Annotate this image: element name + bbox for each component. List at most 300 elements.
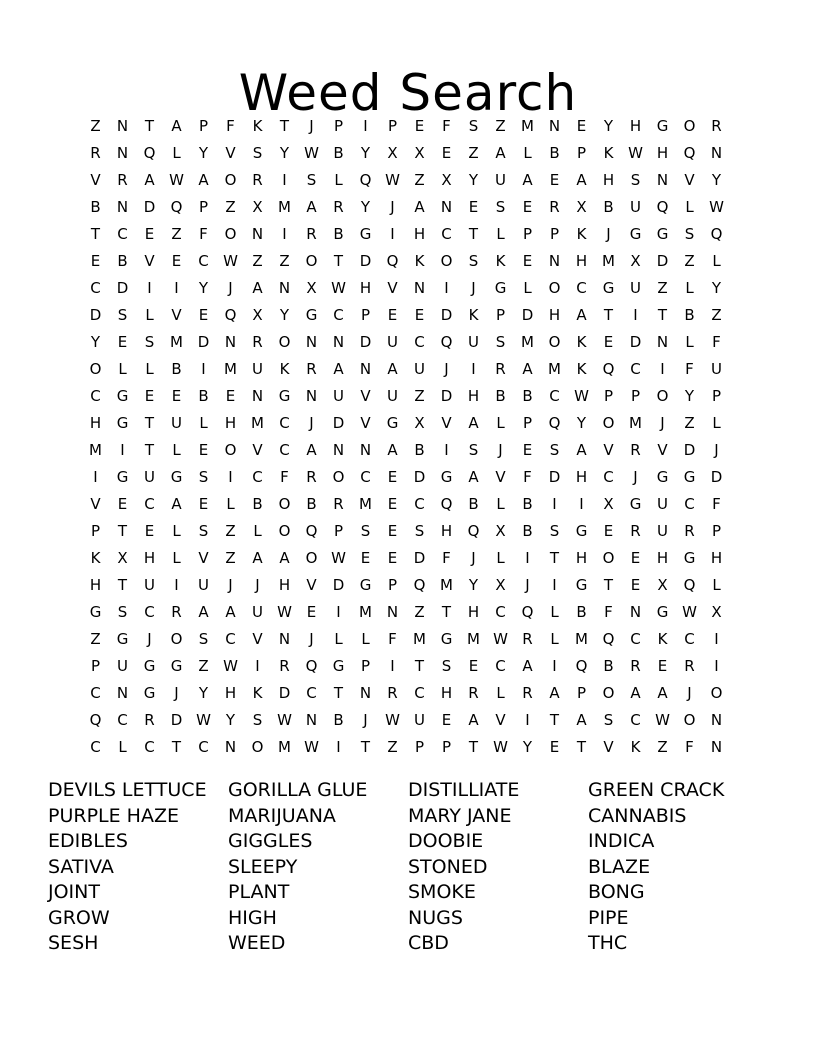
- grid-letter: X: [657, 575, 668, 594]
- grid-letter: X: [414, 143, 425, 162]
- grid-letter: G: [656, 467, 669, 486]
- grid-letter: D: [656, 251, 669, 270]
- grid-letter: G: [494, 278, 507, 297]
- grid-letter: A: [576, 710, 587, 729]
- grid-letter: I: [174, 278, 179, 297]
- grid-letter: D: [359, 332, 372, 351]
- grid-letter: E: [387, 548, 398, 567]
- word-list-item: CANNABIS: [588, 804, 687, 827]
- grid-letter: G: [116, 386, 129, 405]
- grid-letter: L: [172, 440, 181, 459]
- grid-letter: C: [144, 602, 155, 621]
- grid-letter: W: [223, 251, 238, 270]
- grid-letter: D: [197, 332, 210, 351]
- grid-letter: N: [656, 170, 669, 189]
- grid-letter: V: [90, 494, 101, 513]
- grid-letter: U: [387, 332, 398, 351]
- grid-letter: S: [198, 467, 209, 486]
- grid-letter: L: [685, 332, 694, 351]
- grid-letter: I: [714, 656, 719, 675]
- grid-letter: L: [712, 413, 721, 432]
- grid-letter: B: [549, 143, 560, 162]
- grid-letter: B: [333, 710, 344, 729]
- grid-letter: W: [331, 278, 346, 297]
- grid-letter: Q: [143, 143, 156, 162]
- grid-letter: U: [657, 521, 668, 540]
- grid-letter: Z: [657, 737, 668, 756]
- grid-letter: N: [116, 143, 129, 162]
- grid-letter: C: [144, 494, 155, 513]
- grid-letter: Z: [90, 116, 101, 135]
- grid-letter: Q: [386, 251, 399, 270]
- grid-letter: N: [359, 440, 372, 459]
- grid-letter: C: [360, 467, 371, 486]
- grid-letter: A: [306, 197, 317, 216]
- grid-letter: D: [170, 710, 183, 729]
- grid-letter: Y: [468, 575, 479, 594]
- grid-letter: J: [390, 197, 395, 216]
- grid-letter: V: [495, 467, 506, 486]
- grid-letter: R: [144, 710, 155, 729]
- grid-letter: G: [359, 224, 372, 243]
- grid-letter: K: [576, 224, 587, 243]
- grid-letter: E: [549, 737, 560, 756]
- grid-letter: Y: [198, 683, 209, 702]
- grid-letter: A: [576, 440, 587, 459]
- grid-letter: L: [685, 278, 694, 297]
- grid-letter: A: [630, 683, 641, 702]
- grid-letter: L: [118, 737, 127, 756]
- grid-letter: V: [252, 629, 263, 648]
- grid-letter: A: [225, 602, 236, 621]
- word-list-item: SLEEPY: [228, 855, 298, 878]
- grid-letter: M: [170, 332, 183, 351]
- grid-letter: X: [603, 494, 614, 513]
- grid-letter: T: [549, 548, 560, 567]
- grid-letter: S: [117, 305, 128, 324]
- grid-letter: J: [471, 278, 476, 297]
- grid-letter: N: [710, 737, 723, 756]
- grid-letter: D: [413, 467, 426, 486]
- grid-letter: Z: [225, 521, 236, 540]
- grid-letter: G: [656, 224, 669, 243]
- grid-letter: E: [144, 224, 155, 243]
- grid-letter: Y: [225, 710, 236, 729]
- grid-letter: F: [280, 467, 289, 486]
- grid-letter: S: [549, 521, 560, 540]
- grid-letter: D: [332, 575, 345, 594]
- grid-letter: E: [630, 575, 641, 594]
- grid-letter: I: [390, 224, 395, 243]
- grid-letter: G: [440, 467, 453, 486]
- grid-letter: D: [143, 197, 156, 216]
- grid-letter: X: [306, 278, 317, 297]
- grid-letter: Q: [467, 521, 480, 540]
- grid-letter: E: [522, 440, 533, 459]
- grid-letter: H: [575, 548, 588, 567]
- grid-letter: L: [334, 170, 343, 189]
- grid-letter: X: [387, 143, 398, 162]
- grid-letter: D: [710, 467, 723, 486]
- grid-letter: H: [467, 386, 480, 405]
- grid-letter: J: [444, 359, 449, 378]
- grid-letter: P: [549, 224, 560, 243]
- grid-letter: H: [710, 548, 723, 567]
- grid-letter: X: [630, 251, 641, 270]
- grid-letter: E: [387, 494, 398, 513]
- grid-letter: I: [444, 278, 449, 297]
- grid-letter: J: [471, 548, 476, 567]
- grid-letter: B: [603, 656, 614, 675]
- grid-letter: T: [144, 116, 155, 135]
- grid-letter: B: [522, 494, 533, 513]
- grid-letter: B: [684, 305, 695, 324]
- grid-letter: H: [656, 548, 669, 567]
- page-title: Weed Search: [238, 63, 578, 122]
- grid-letter: S: [117, 602, 128, 621]
- grid-letter: R: [711, 116, 722, 135]
- grid-letter: L: [523, 278, 532, 297]
- grid-letter: H: [143, 548, 156, 567]
- grid-letter: A: [252, 278, 263, 297]
- grid-letter: V: [198, 548, 209, 567]
- word-list: [48, 778, 768, 957]
- grid-letter: M: [224, 359, 237, 378]
- grid-letter: C: [279, 413, 290, 432]
- grid-letter: J: [714, 440, 719, 459]
- grid-letter: R: [684, 521, 695, 540]
- grid-letter: O: [305, 251, 318, 270]
- grid-letter: C: [414, 494, 425, 513]
- grid-letter: Q: [548, 413, 561, 432]
- grid-letter: S: [441, 656, 452, 675]
- grid-letter: T: [414, 656, 425, 675]
- grid-letter: Y: [603, 116, 614, 135]
- grid-letter: Y: [684, 386, 695, 405]
- grid-letter: P: [198, 116, 209, 135]
- grid-letter: J: [228, 575, 233, 594]
- word-list-item: GORILLA GLUE: [228, 779, 368, 801]
- grid-letter: C: [90, 737, 101, 756]
- grid-letter: I: [552, 656, 557, 675]
- grid-letter: W: [574, 386, 589, 405]
- grid-letter: Q: [305, 656, 318, 675]
- word-list-item: PLANT: [228, 881, 290, 903]
- grid-letter: E: [603, 332, 614, 351]
- letter-grid: [82, 112, 730, 760]
- grid-letter: S: [630, 170, 641, 189]
- grid-letter: G: [305, 305, 318, 324]
- grid-letter: C: [414, 683, 425, 702]
- grid-letter: I: [174, 575, 179, 594]
- grid-letter: J: [309, 629, 314, 648]
- grid-letter: W: [385, 710, 400, 729]
- grid-letter: X: [495, 575, 506, 594]
- grid-letter: A: [468, 710, 479, 729]
- grid-letter: A: [252, 548, 263, 567]
- word-list-item: GIGGLES: [228, 830, 313, 852]
- grid-letter: E: [90, 251, 101, 270]
- grid-letter: V: [360, 413, 371, 432]
- grid-letter: U: [144, 575, 155, 594]
- grid-letter: W: [655, 710, 670, 729]
- grid-letter: K: [279, 359, 290, 378]
- grid-letter: E: [144, 386, 155, 405]
- grid-letter: E: [549, 170, 560, 189]
- grid-letter: G: [332, 656, 345, 675]
- grid-letter: O: [224, 224, 237, 243]
- grid-letter: I: [282, 224, 287, 243]
- grid-letter: N: [305, 332, 318, 351]
- grid-letter: N: [116, 683, 129, 702]
- grid-letter: U: [414, 359, 425, 378]
- grid-letter: W: [304, 143, 319, 162]
- grid-letter: C: [441, 224, 452, 243]
- grid-letter: R: [495, 359, 506, 378]
- grid-letter: Z: [225, 197, 236, 216]
- grid-letter: C: [630, 710, 641, 729]
- grid-letter: Z: [711, 305, 722, 324]
- grid-letter: S: [414, 521, 425, 540]
- grid-letter: N: [656, 332, 669, 351]
- grid-letter: G: [656, 602, 669, 621]
- word-list-item: INDICA: [588, 830, 655, 852]
- word-list-item: EDIBLES: [48, 830, 128, 852]
- word-list-item: STONED: [408, 855, 488, 878]
- grid-letter: E: [198, 305, 209, 324]
- grid-letter: E: [441, 143, 452, 162]
- grid-letter: Z: [684, 251, 695, 270]
- grid-letter: N: [278, 629, 291, 648]
- grid-letter: L: [253, 521, 262, 540]
- word-list-item: THC: [588, 932, 628, 954]
- grid-letter: C: [576, 278, 587, 297]
- grid-letter: P: [333, 116, 344, 135]
- grid-letter: Y: [360, 197, 371, 216]
- grid-letter: G: [278, 386, 291, 405]
- grid-letter: O: [440, 251, 453, 270]
- grid-letter: U: [252, 359, 263, 378]
- grid-letter: B: [252, 494, 263, 513]
- grid-letter: K: [468, 305, 479, 324]
- grid-letter: C: [684, 494, 695, 513]
- grid-letter: Y: [576, 413, 587, 432]
- grid-letter: F: [523, 467, 532, 486]
- grid-letter: D: [359, 251, 372, 270]
- grid-letter: H: [656, 143, 669, 162]
- grid-letter: L: [712, 575, 721, 594]
- grid-letter: B: [522, 386, 533, 405]
- grid-letter: V: [252, 440, 263, 459]
- grid-letter: L: [145, 359, 154, 378]
- grid-letter: O: [683, 116, 696, 135]
- grid-letter: S: [198, 629, 209, 648]
- grid-letter: U: [198, 575, 209, 594]
- grid-letter: D: [116, 278, 129, 297]
- grid-letter: Q: [710, 224, 723, 243]
- grid-letter: F: [685, 359, 694, 378]
- grid-letter: N: [440, 197, 453, 216]
- grid-letter: E: [198, 440, 209, 459]
- grid-letter: K: [630, 737, 641, 756]
- grid-letter: O: [278, 521, 291, 540]
- grid-letter: S: [684, 224, 695, 243]
- grid-letter: D: [440, 386, 453, 405]
- grid-letter: I: [363, 116, 368, 135]
- grid-letter: M: [575, 629, 588, 648]
- grid-letter: N: [413, 278, 426, 297]
- grid-letter: P: [576, 143, 587, 162]
- grid-letter: N: [305, 386, 318, 405]
- grid-letter: L: [496, 548, 505, 567]
- grid-letter: Q: [413, 575, 426, 594]
- grid-letter: O: [89, 359, 102, 378]
- grid-letter: T: [333, 251, 344, 270]
- grid-letter: I: [336, 602, 341, 621]
- grid-letter: J: [228, 278, 233, 297]
- grid-letter: U: [468, 332, 479, 351]
- grid-letter: P: [360, 656, 371, 675]
- grid-letter: R: [306, 224, 317, 243]
- grid-letter: G: [575, 575, 588, 594]
- grid-letter: H: [575, 467, 588, 486]
- grid-letter: I: [228, 467, 233, 486]
- grid-letter: H: [224, 413, 237, 432]
- grid-letter: A: [198, 602, 209, 621]
- grid-letter: O: [332, 467, 345, 486]
- grid-letter: A: [576, 170, 587, 189]
- grid-letter: U: [657, 494, 668, 513]
- grid-letter: E: [630, 548, 641, 567]
- grid-letter: H: [359, 278, 372, 297]
- grid-letter: B: [306, 494, 317, 513]
- word-list-item: WEED: [228, 932, 286, 954]
- grid-letter: C: [495, 656, 506, 675]
- grid-letter: C: [225, 629, 236, 648]
- grid-letter: V: [441, 413, 452, 432]
- grid-letter: V: [387, 278, 398, 297]
- grid-letter: K: [657, 629, 668, 648]
- grid-letter: G: [656, 116, 669, 135]
- grid-letter: L: [145, 305, 154, 324]
- grid-letter: Q: [440, 332, 453, 351]
- grid-letter: I: [579, 494, 584, 513]
- grid-letter: S: [603, 710, 614, 729]
- grid-letter: R: [306, 467, 317, 486]
- grid-letter: O: [602, 683, 615, 702]
- grid-letter: M: [251, 413, 264, 432]
- grid-letter: E: [603, 521, 614, 540]
- grid-letter: Q: [602, 359, 615, 378]
- grid-letter: Q: [683, 575, 696, 594]
- grid-letter: Q: [683, 143, 696, 162]
- grid-letter: I: [525, 710, 530, 729]
- grid-letter: Z: [468, 143, 479, 162]
- grid-letter: A: [414, 197, 425, 216]
- grid-letter: H: [602, 170, 615, 189]
- grid-letter: R: [252, 170, 263, 189]
- grid-letter: Y: [468, 170, 479, 189]
- grid-letter: Z: [684, 413, 695, 432]
- grid-letter: E: [414, 305, 425, 324]
- grid-letter: K: [495, 251, 506, 270]
- grid-letter: C: [90, 386, 101, 405]
- grid-letter: R: [387, 683, 398, 702]
- grid-letter: U: [117, 656, 128, 675]
- grid-letter: B: [90, 197, 101, 216]
- grid-letter: G: [143, 683, 156, 702]
- grid-letter: N: [332, 332, 345, 351]
- grid-letter: J: [309, 116, 314, 135]
- grid-letter: M: [440, 575, 453, 594]
- grid-letter: A: [576, 305, 587, 324]
- grid-letter: N: [386, 602, 399, 621]
- grid-letter: Q: [224, 305, 237, 324]
- grid-letter: M: [413, 629, 426, 648]
- grid-letter: C: [549, 386, 560, 405]
- grid-letter: M: [359, 494, 372, 513]
- grid-letter: R: [333, 494, 344, 513]
- grid-letter: I: [93, 467, 98, 486]
- grid-letter: J: [147, 629, 152, 648]
- grid-letter: R: [549, 197, 560, 216]
- grid-letter: G: [143, 656, 156, 675]
- grid-letter: Y: [522, 737, 533, 756]
- grid-letter: E: [117, 332, 128, 351]
- grid-letter: T: [144, 440, 155, 459]
- grid-letter: F: [199, 224, 208, 243]
- grid-letter: P: [333, 521, 344, 540]
- grid-letter: W: [682, 602, 697, 621]
- grid-letter: M: [602, 251, 615, 270]
- grid-letter: P: [711, 386, 722, 405]
- grid-letter: T: [117, 521, 128, 540]
- grid-letter: O: [548, 278, 561, 297]
- grid-letter: V: [306, 575, 317, 594]
- grid-letter: R: [306, 359, 317, 378]
- grid-letter: I: [525, 548, 530, 567]
- grid-letter: O: [548, 332, 561, 351]
- grid-letter: Q: [359, 170, 372, 189]
- grid-letter: G: [116, 413, 129, 432]
- grid-letter: E: [387, 305, 398, 324]
- grid-letter: L: [199, 413, 208, 432]
- grid-letter: O: [656, 386, 669, 405]
- grid-letter: C: [495, 602, 506, 621]
- grid-letter: P: [387, 575, 398, 594]
- grid-letter: A: [306, 440, 317, 459]
- grid-letter: P: [360, 305, 371, 324]
- grid-letter: M: [629, 413, 642, 432]
- grid-letter: A: [522, 656, 533, 675]
- grid-letter: E: [225, 386, 236, 405]
- grid-letter: L: [550, 629, 559, 648]
- grid-letter: V: [603, 440, 614, 459]
- grid-letter: B: [603, 197, 614, 216]
- grid-letter: E: [657, 656, 668, 675]
- grid-letter: I: [471, 359, 476, 378]
- grid-letter: H: [89, 413, 102, 432]
- grid-letter: V: [225, 143, 236, 162]
- grid-letter: W: [628, 143, 643, 162]
- grid-letter: B: [117, 251, 128, 270]
- grid-letter: M: [521, 332, 534, 351]
- grid-letter: E: [576, 116, 587, 135]
- grid-letter: Z: [414, 386, 425, 405]
- grid-letter: H: [224, 683, 237, 702]
- grid-letter: K: [252, 116, 263, 135]
- grid-letter: N: [116, 116, 129, 135]
